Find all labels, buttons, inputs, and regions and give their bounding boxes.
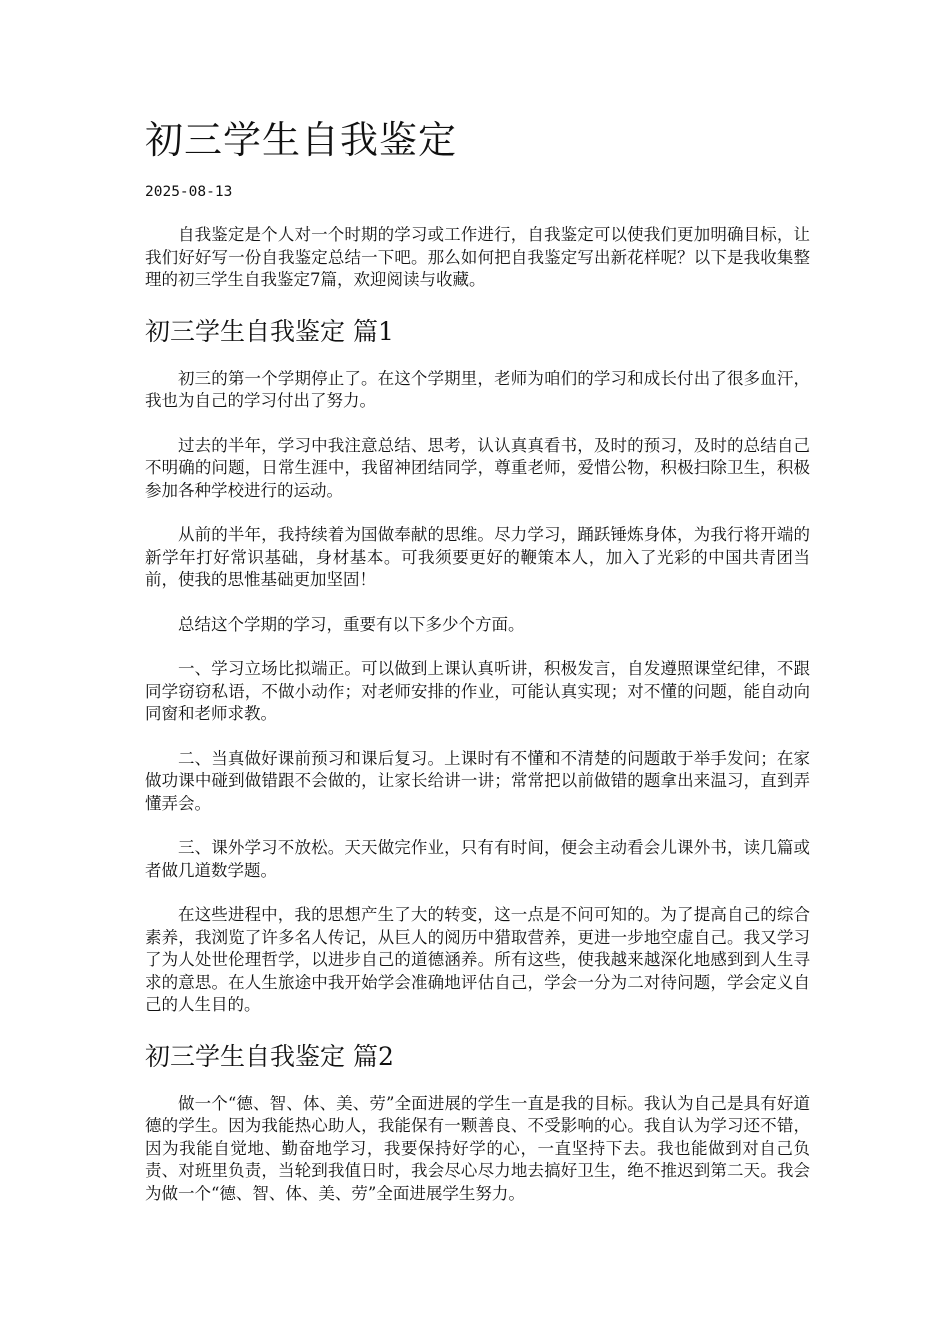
intro-paragraph: 自我鉴定是个人对一个时期的学习或工作进行，自我鉴定可以使我们更加明确目标，让我们好好写一份自我鉴定总结一下吧。那么如何把自我鉴定写出新花样呢？以下是我收集整理的初三学生自我鉴定7篇，欢迎阅读与收藏。 [145,225,810,289]
document-page [145,112,810,1205]
paragraph: 从前的半年，我持续着为国做奉献的思维。尽力学习，踊跃锤炼身体，为我行将开端的新学年打好常识基础，身材基本。可我须要更好的鞭策本人，加入了光彩的中国共青团当前，使我的思惟基础更加坚固！ [145,525,810,589]
paragraph: 在这些进程中，我的思想产生了大的转变，这一点是不问可知的。为了提高自己的综合素养，我浏览了许多名人传记，从巨人的阅历中猎取营养，更进一步地空虚自己。我又学习了为人处世伦理哲学，以进步自己的道德涵养。所有这些，使我越来越深化地感到到人生寻求的意思。在人生旅途中我开始学会准确地评估自己，学会一分为二对待问题，学会定义自己的人生目的。 [145,905,810,1014]
paragraph: 做一个“德、智、体、美、劳”全面进展的学生一直是我的目标。我认为自己是具有好道德的学生。因为我能热心助人，我能保有一颗善良、不受影响的心。我自认为学习还不错，因为我能自觉地、勤奋地学习，我要保持好学的心，一直坚持下去。我也能做到对自己负责、对班里负责，当轮到我值日时，我会尽心尽力地去搞好卫生，绝不推迟到第二天。我会为做一个“德、智、体、美、劳”全面进展学生努力。 [145,1093,810,1203]
section-heading-2: 初三学生自我鉴定 篇2 [145,1041,394,1071]
paragraph: 一、学习立场比拟端正。可以做到上课认真听讲，积极发言，自发遵照课堂纪律，不跟同学窃窃私语，不做小动作；对老师安排的作业，可能认真实现；对不懂的问题，能自动向同窗和老师求教。 [145,659,810,723]
document-title: 初三学生自我鉴定 [145,118,458,162]
document-date: 2025-08-13 [145,184,233,200]
paragraph: 过去的半年，学习中我注意总结、思考，认认真真看书，及时的预习，及时的总结自己不明确的问题，日常生涯中，我留神团结同学，尊重老师，爱惜公物，积极扫除卫生，积极参加各种学校进行的运动。 [145,435,810,500]
paragraph: 初三的第一个学期停止了。在这个学期里，老师为咱们的学习和成长付出了很多血汗，我也为自己的学习付出了努力。 [145,368,810,410]
paragraph: 总结这个学期的学习，重要有以下多少个方面。 [178,614,525,634]
paragraph: 二、当真做好课前预习和课后复习。上课时有不懂和不清楚的问题敢于举手发问；在家做功课中碰到做错跟不会做的，让家长给讲一讲；常常把以前做错的题拿出来温习，直到弄懂弄会。 [145,748,810,813]
paragraph: 三、课外学习不放松。天天做完作业，只有有时间，便会主动看会儿课外书，读几篇或者做几道数学题。 [145,838,810,880]
section-heading-1: 初三学生自我鉴定 篇1 [145,316,394,346]
